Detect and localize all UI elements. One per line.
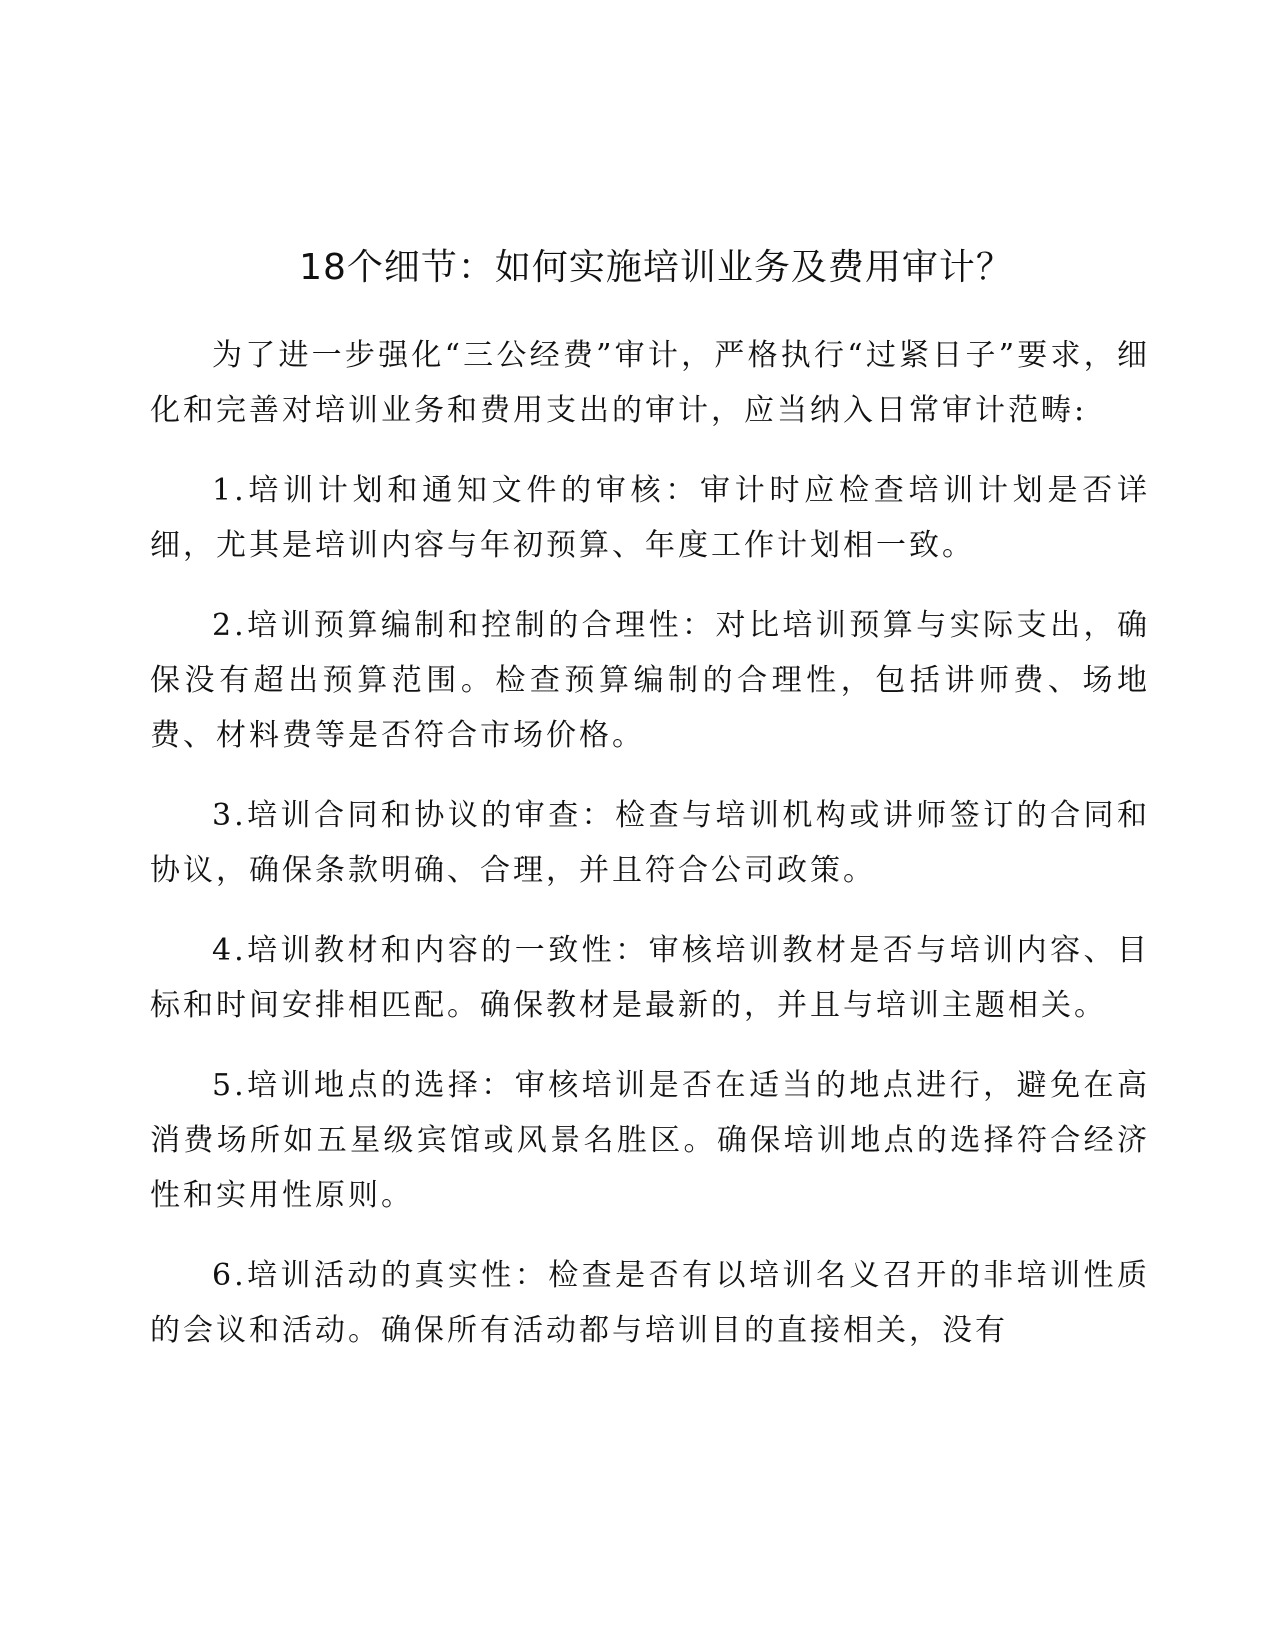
intro-paragraph: 为了进一步强化“三公经费”审计，严格执行“过紧日子”要求，细化和完善对培训业务和费用支出的审计，应当纳入日常审计范畴: <box>150 338 1150 428</box>
document-title: 18个细节：如何实施培训业务及费用审计？ <box>299 247 1013 288</box>
document-page <box>150 238 1150 1383</box>
audit-item-5: 5.培训地点的选择：审核培训是否在适当的地点进行，避免在高消费场所如五星级宾馆或风景名胜区。确保培训地点的选择符合经济性和实用性原则。 <box>150 1068 1150 1213</box>
audit-item-2: 2.培训预算编制和控制的合理性：对比培训预算与实际支出，确保没有超出预算范围。检查预算编制的合理性，包括讲师费、场地费、材料费等是否符合市场价格。 <box>150 608 1150 753</box>
audit-item-3: 3.培训合同和协议的审查：检查与培训机构或讲师签订的合同和协议，确保条款明确、合理，并且符合公司政策。 <box>150 798 1150 888</box>
audit-item-1: 1.培训计划和通知文件的审核：审计时应检查培训计划是否详细，尤其是培训内容与年初预算、年度工作计划相一致。 <box>150 473 1150 563</box>
audit-item-4: 4.培训教材和内容的一致性：审核培训教材是否与培训内容、目标和时间安排相匹配。确保教材是最新的，并且与培训主题相关。 <box>150 933 1150 1023</box>
audit-item-6: 6.培训活动的真实性：检查是否有以培训名义召开的非培训性质的会议和活动。确保所有活动都与培训目的直接相关，没有 <box>150 1258 1150 1348</box>
